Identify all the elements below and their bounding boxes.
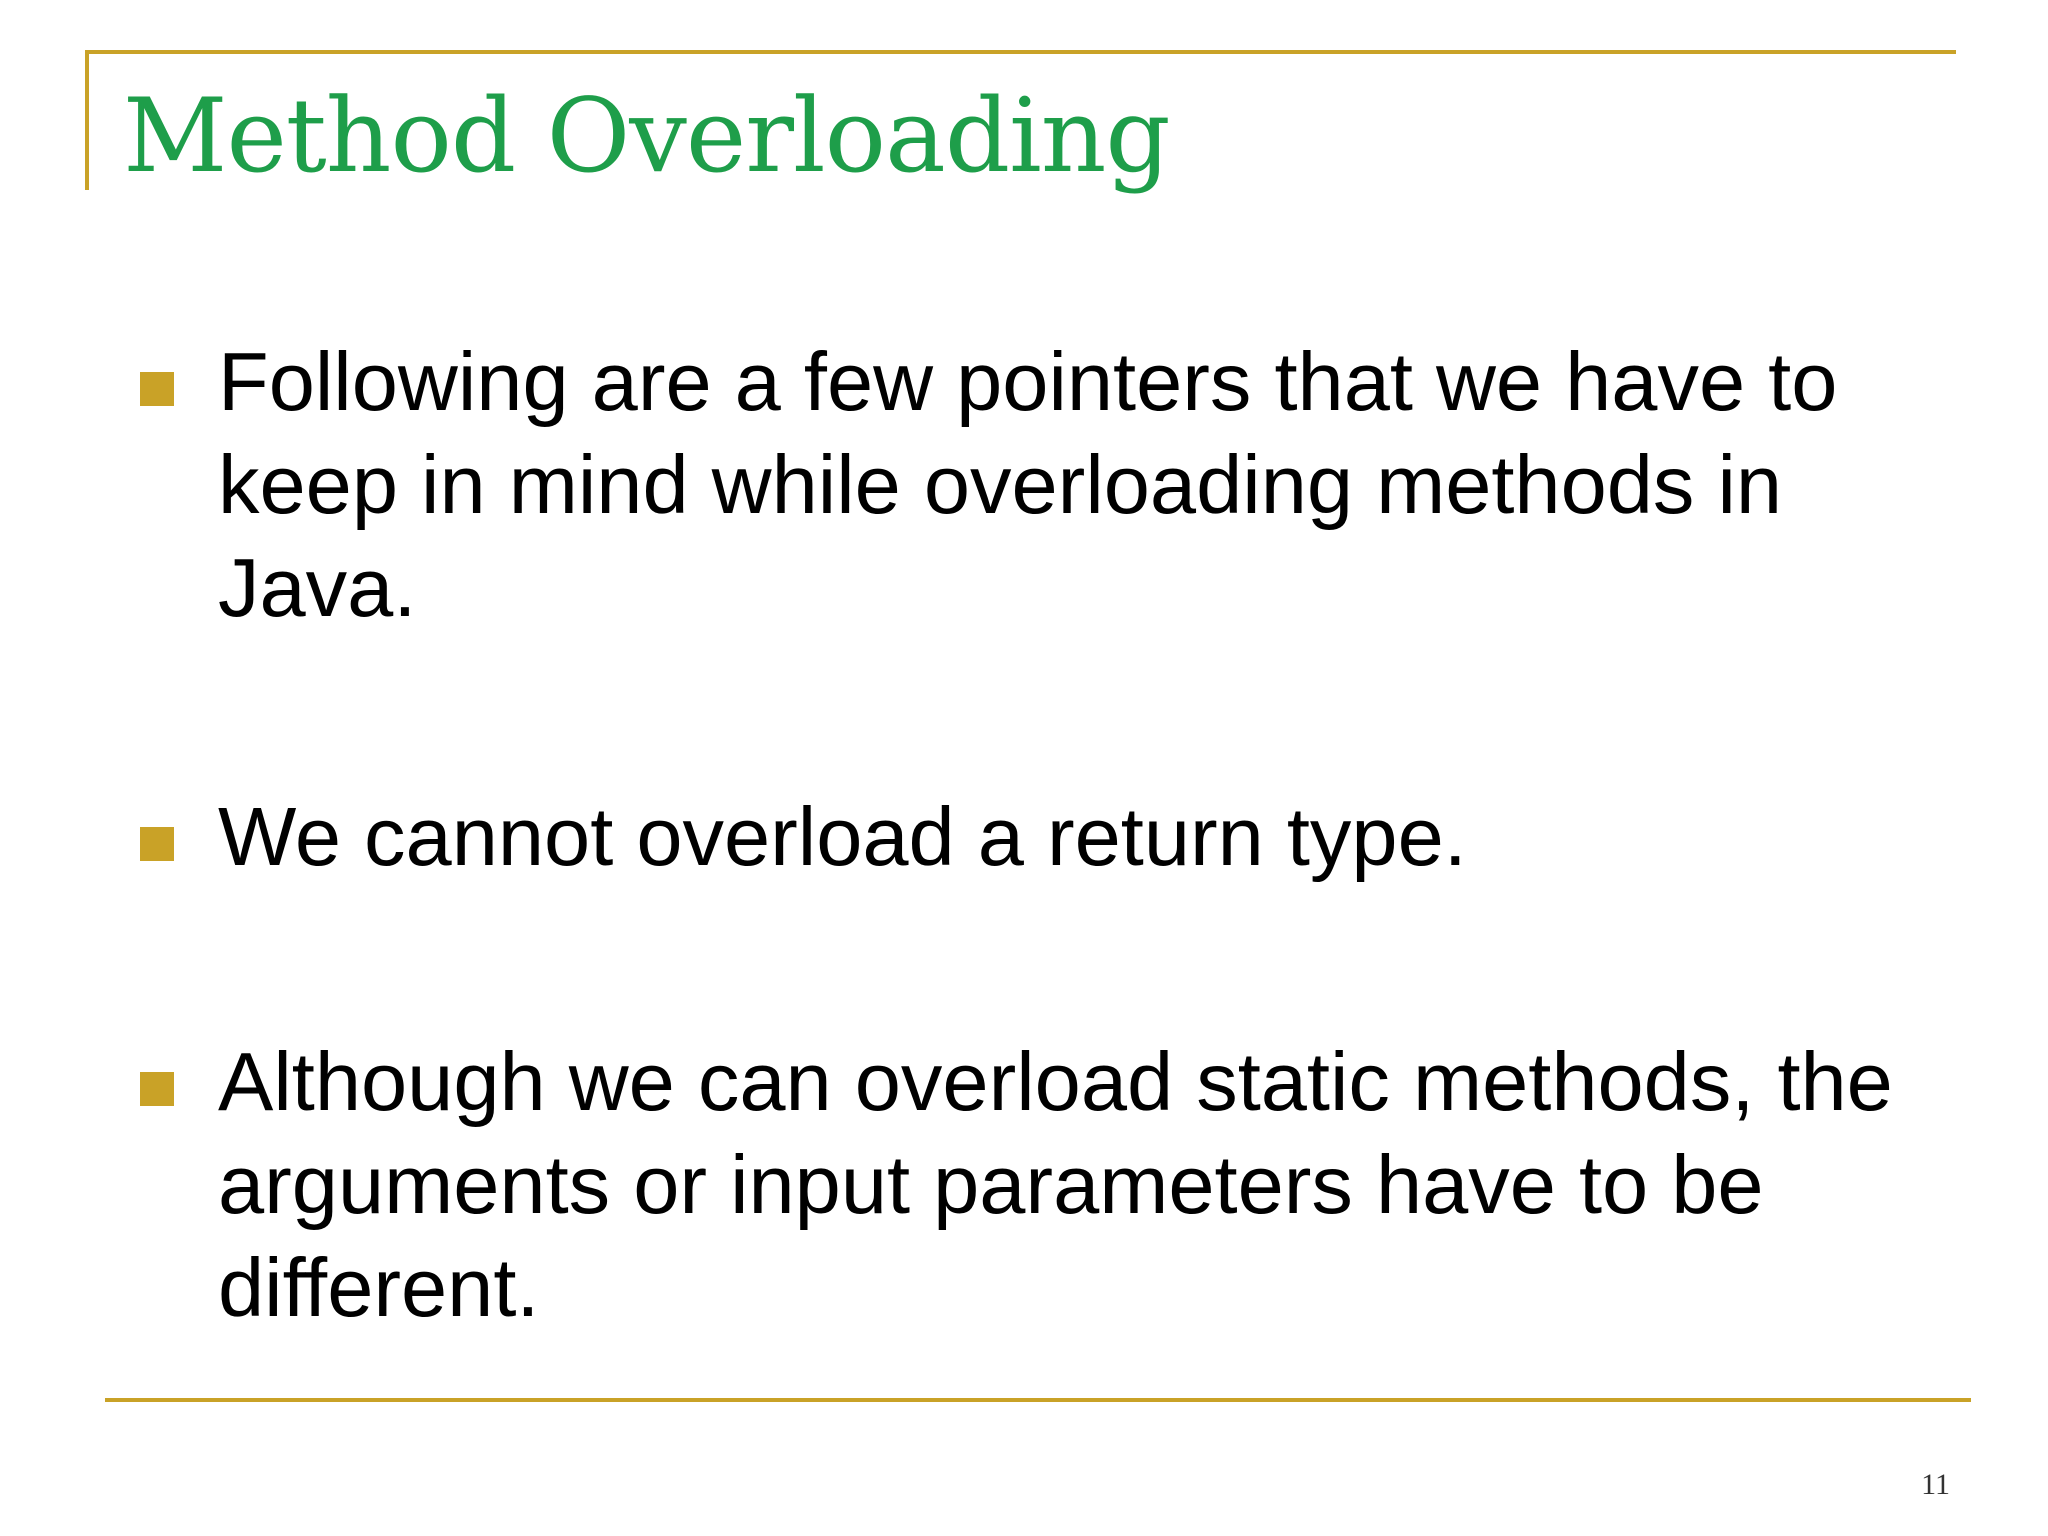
- bullet-text: Although we can overload static methods, the arguments or input parameters have to be different.: [218, 1035, 1893, 1334]
- slide-title: Method Overloading: [123, 77, 1170, 196]
- bullet-text: Following are a few pointers that we have to keep in mind while overloading methods in Java.: [218, 335, 1838, 634]
- bottom-accent-rule: [105, 1398, 1971, 1402]
- square-bullet-icon: [140, 372, 174, 406]
- top-accent-rule: [85, 50, 1956, 54]
- bullet-text: We cannot overload a return type.: [218, 790, 1467, 883]
- square-bullet-icon: [140, 827, 174, 861]
- page-number: 11: [1921, 1468, 1950, 1501]
- left-accent-rule: [85, 50, 89, 190]
- square-bullet-icon: [140, 1072, 174, 1106]
